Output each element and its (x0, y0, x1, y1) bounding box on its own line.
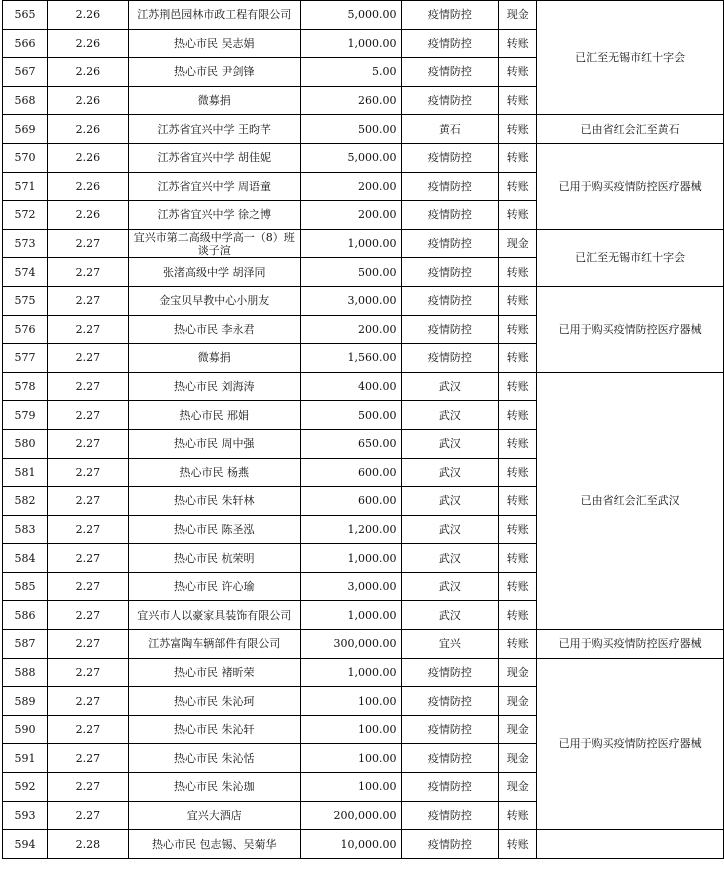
row-amount: 1,000.00 (300, 229, 401, 258)
table-row (3, 830, 724, 859)
row-index: 568 (3, 86, 48, 115)
row-note: 已由省红会汇至武汉 (537, 372, 724, 629)
row-index: 589 (3, 687, 48, 716)
row-amount: 300,000.00 (300, 630, 401, 659)
row-purpose: 武汉 (401, 601, 499, 630)
row-index: 575 (3, 286, 48, 315)
row-method: 转账 (499, 429, 537, 458)
row-amount: 100.00 (300, 687, 401, 716)
table-row (3, 229, 724, 258)
row-date: 2.27 (47, 487, 128, 516)
row-date: 2.28 (47, 830, 128, 859)
row-donor: 微募捐 (128, 86, 300, 115)
row-donor: 热心市民 朱沁轩 (128, 715, 300, 744)
row-amount: 3,000.00 (300, 286, 401, 315)
row-method: 转账 (499, 172, 537, 201)
row-method: 转账 (499, 315, 537, 344)
row-donor: 热心市民 朱沁恬 (128, 744, 300, 773)
row-donor: 热心市民 包志锡、吴菊华 (128, 830, 300, 859)
row-date: 2.27 (47, 572, 128, 601)
row-date: 2.27 (47, 286, 128, 315)
row-date: 2.27 (47, 515, 128, 544)
row-amount: 1,000.00 (300, 601, 401, 630)
row-date: 2.27 (47, 801, 128, 830)
row-purpose: 宜兴 (401, 630, 499, 659)
row-donor: 江苏富陶车辆部件有限公司 (128, 630, 300, 659)
row-purpose: 黄石 (401, 115, 499, 144)
row-purpose: 武汉 (401, 515, 499, 544)
row-purpose: 武汉 (401, 487, 499, 516)
row-purpose: 疫情防控 (401, 687, 499, 716)
row-note: 已汇至无锡市红十字会 (537, 1, 724, 115)
row-index: 585 (3, 572, 48, 601)
row-method: 转账 (499, 115, 537, 144)
row-purpose: 武汉 (401, 458, 499, 487)
row-index: 573 (3, 229, 48, 258)
row-purpose: 疫情防控 (401, 315, 499, 344)
row-amount: 1,560.00 (300, 344, 401, 373)
row-amount: 260.00 (300, 86, 401, 115)
row-index: 577 (3, 344, 48, 373)
row-donor: 热心市民 尹剑锋 (128, 58, 300, 87)
row-donor: 张渚高级中学 胡泽同 (128, 258, 300, 287)
row-amount: 600.00 (300, 487, 401, 516)
row-method: 转账 (499, 515, 537, 544)
row-index: 594 (3, 830, 48, 859)
row-date: 2.27 (47, 344, 128, 373)
row-donor: 宜兴大酒店 (128, 801, 300, 830)
table-row (3, 115, 724, 144)
row-donor: 江苏省宜兴中学 徐之博 (128, 201, 300, 230)
row-amount: 200.00 (300, 315, 401, 344)
row-method: 现金 (499, 658, 537, 687)
row-date: 2.27 (47, 458, 128, 487)
row-note (537, 830, 724, 859)
row-method: 转账 (499, 830, 537, 859)
table-row (3, 372, 724, 401)
row-method: 现金 (499, 229, 537, 258)
row-index: 593 (3, 801, 48, 830)
row-purpose: 武汉 (401, 544, 499, 573)
row-index: 566 (3, 29, 48, 58)
row-method: 转账 (499, 487, 537, 516)
row-amount: 100.00 (300, 773, 401, 802)
row-amount: 200,000.00 (300, 801, 401, 830)
table-row (3, 630, 724, 659)
row-amount: 200.00 (300, 172, 401, 201)
row-index: 586 (3, 601, 48, 630)
row-donor: 金宝贝早教中心小朋友 (128, 286, 300, 315)
row-amount: 500.00 (300, 258, 401, 287)
row-method: 转账 (499, 630, 537, 659)
row-index: 572 (3, 201, 48, 230)
row-purpose: 疫情防控 (401, 715, 499, 744)
row-amount: 650.00 (300, 429, 401, 458)
row-note: 已由省红会汇至黄石 (537, 115, 724, 144)
row-donor: 热心市民 邢娟 (128, 401, 300, 430)
row-index: 579 (3, 401, 48, 430)
row-method: 现金 (499, 1, 537, 30)
row-purpose: 疫情防控 (401, 29, 499, 58)
row-date: 2.27 (47, 773, 128, 802)
row-method: 现金 (499, 773, 537, 802)
table-row (3, 1, 724, 30)
row-method: 转账 (499, 58, 537, 87)
row-method: 转账 (499, 201, 537, 230)
row-donor: 江苏省宜兴中学 王昀芊 (128, 115, 300, 144)
row-method: 转账 (499, 401, 537, 430)
row-date: 2.26 (47, 29, 128, 58)
row-method: 转账 (499, 143, 537, 172)
row-method: 转账 (499, 601, 537, 630)
row-index: 574 (3, 258, 48, 287)
row-donor: 江苏荆邑园林市政工程有限公司 (128, 1, 300, 30)
row-method: 转账 (499, 258, 537, 287)
row-index: 583 (3, 515, 48, 544)
row-method: 转账 (499, 572, 537, 601)
row-donor: 微募捐 (128, 344, 300, 373)
row-method: 转账 (499, 372, 537, 401)
row-date: 2.26 (47, 172, 128, 201)
row-method: 现金 (499, 715, 537, 744)
donation-table-body (3, 1, 724, 859)
donation-table (2, 0, 724, 859)
row-date: 2.27 (47, 544, 128, 573)
row-purpose: 疫情防控 (401, 201, 499, 230)
row-index: 581 (3, 458, 48, 487)
row-donor: 江苏省宜兴中学 胡佳妮 (128, 143, 300, 172)
table-row (3, 286, 724, 315)
row-amount: 100.00 (300, 715, 401, 744)
row-donor: 热心市民 褚昕荣 (128, 658, 300, 687)
row-amount: 400.00 (300, 372, 401, 401)
row-note: 已用于购买疫情防控医疗器械 (537, 630, 724, 659)
row-index: 592 (3, 773, 48, 802)
row-purpose: 疫情防控 (401, 86, 499, 115)
row-note: 已用于购买疫情防控医疗器械 (537, 143, 724, 229)
row-donor: 热心市民 杨燕 (128, 458, 300, 487)
row-date: 2.26 (47, 58, 128, 87)
row-method: 转账 (499, 801, 537, 830)
row-donor: 热心市民 杭荣明 (128, 544, 300, 573)
row-purpose: 疫情防控 (401, 286, 499, 315)
row-date: 2.26 (47, 86, 128, 115)
row-index: 578 (3, 372, 48, 401)
row-purpose: 疫情防控 (401, 773, 499, 802)
row-amount: 1,000.00 (300, 29, 401, 58)
row-amount: 5,000.00 (300, 1, 401, 30)
row-note: 已用于购买疫情防控医疗器械 (537, 286, 724, 372)
row-donor: 热心市民 李永君 (128, 315, 300, 344)
row-index: 591 (3, 744, 48, 773)
row-index: 582 (3, 487, 48, 516)
table-row (3, 658, 724, 687)
row-purpose: 疫情防控 (401, 172, 499, 201)
row-method: 转账 (499, 29, 537, 58)
row-amount: 100.00 (300, 744, 401, 773)
row-amount: 500.00 (300, 401, 401, 430)
row-index: 584 (3, 544, 48, 573)
row-date: 2.27 (47, 258, 128, 287)
row-index: 588 (3, 658, 48, 687)
row-donor: 热心市民 许心瑜 (128, 572, 300, 601)
row-date: 2.27 (47, 315, 128, 344)
row-amount: 1,000.00 (300, 544, 401, 573)
row-purpose: 疫情防控 (401, 344, 499, 373)
row-amount: 3,000.00 (300, 572, 401, 601)
row-donor: 热心市民 朱沁珂 (128, 687, 300, 716)
row-amount: 500.00 (300, 115, 401, 144)
row-donor: 江苏省宜兴中学 周语童 (128, 172, 300, 201)
row-amount: 5.00 (300, 58, 401, 87)
row-date: 2.27 (47, 630, 128, 659)
row-method: 转账 (499, 286, 537, 315)
row-date: 2.27 (47, 715, 128, 744)
row-date: 2.27 (47, 429, 128, 458)
row-index: 570 (3, 143, 48, 172)
row-amount: 1,200.00 (300, 515, 401, 544)
row-index: 567 (3, 58, 48, 87)
row-date: 2.27 (47, 229, 128, 258)
row-method: 转账 (499, 544, 537, 573)
row-donor: 宜兴市人以豪家具装饰有限公司 (128, 601, 300, 630)
row-method: 现金 (499, 687, 537, 716)
row-date: 2.26 (47, 143, 128, 172)
row-amount: 5,000.00 (300, 143, 401, 172)
row-donor: 宜兴市第二高级中学高一（8）班 谈子渲 (128, 229, 300, 258)
row-index: 565 (3, 1, 48, 30)
row-index: 576 (3, 315, 48, 344)
row-purpose: 武汉 (401, 401, 499, 430)
row-purpose: 疫情防控 (401, 801, 499, 830)
row-purpose: 疫情防控 (401, 744, 499, 773)
row-date: 2.26 (47, 115, 128, 144)
row-purpose: 武汉 (401, 572, 499, 601)
row-purpose: 疫情防控 (401, 58, 499, 87)
row-note: 已汇至无锡市红十字会 (537, 229, 724, 286)
table-row (3, 143, 724, 172)
row-donor: 热心市民 周中强 (128, 429, 300, 458)
row-method: 转账 (499, 86, 537, 115)
row-date: 2.27 (47, 372, 128, 401)
row-date: 2.26 (47, 1, 128, 30)
row-date: 2.27 (47, 601, 128, 630)
row-donor: 热心市民 朱沁珈 (128, 773, 300, 802)
row-purpose: 疫情防控 (401, 658, 499, 687)
row-purpose: 武汉 (401, 429, 499, 458)
row-donor: 热心市民 朱轩林 (128, 487, 300, 516)
row-date: 2.26 (47, 201, 128, 230)
row-amount: 10,000.00 (300, 830, 401, 859)
row-index: 569 (3, 115, 48, 144)
row-date: 2.27 (47, 658, 128, 687)
row-amount: 1,000.00 (300, 658, 401, 687)
row-donor: 热心市民 刘海涛 (128, 372, 300, 401)
row-donor: 热心市民 吴志娟 (128, 29, 300, 58)
row-index: 587 (3, 630, 48, 659)
row-index: 590 (3, 715, 48, 744)
row-purpose: 疫情防控 (401, 1, 499, 30)
row-index: 580 (3, 429, 48, 458)
row-purpose: 疫情防控 (401, 258, 499, 287)
row-purpose: 疫情防控 (401, 229, 499, 258)
row-purpose: 武汉 (401, 372, 499, 401)
row-method: 现金 (499, 744, 537, 773)
row-index: 571 (3, 172, 48, 201)
row-donor: 热心市民 陈圣泓 (128, 515, 300, 544)
row-purpose: 疫情防控 (401, 830, 499, 859)
row-date: 2.27 (47, 744, 128, 773)
row-amount: 200.00 (300, 201, 401, 230)
row-amount: 600.00 (300, 458, 401, 487)
row-date: 2.27 (47, 687, 128, 716)
row-method: 转账 (499, 344, 537, 373)
row-method: 转账 (499, 458, 537, 487)
row-note: 已用于购买疫情防控医疗器械 (537, 658, 724, 830)
row-purpose: 疫情防控 (401, 143, 499, 172)
row-date: 2.27 (47, 401, 128, 430)
